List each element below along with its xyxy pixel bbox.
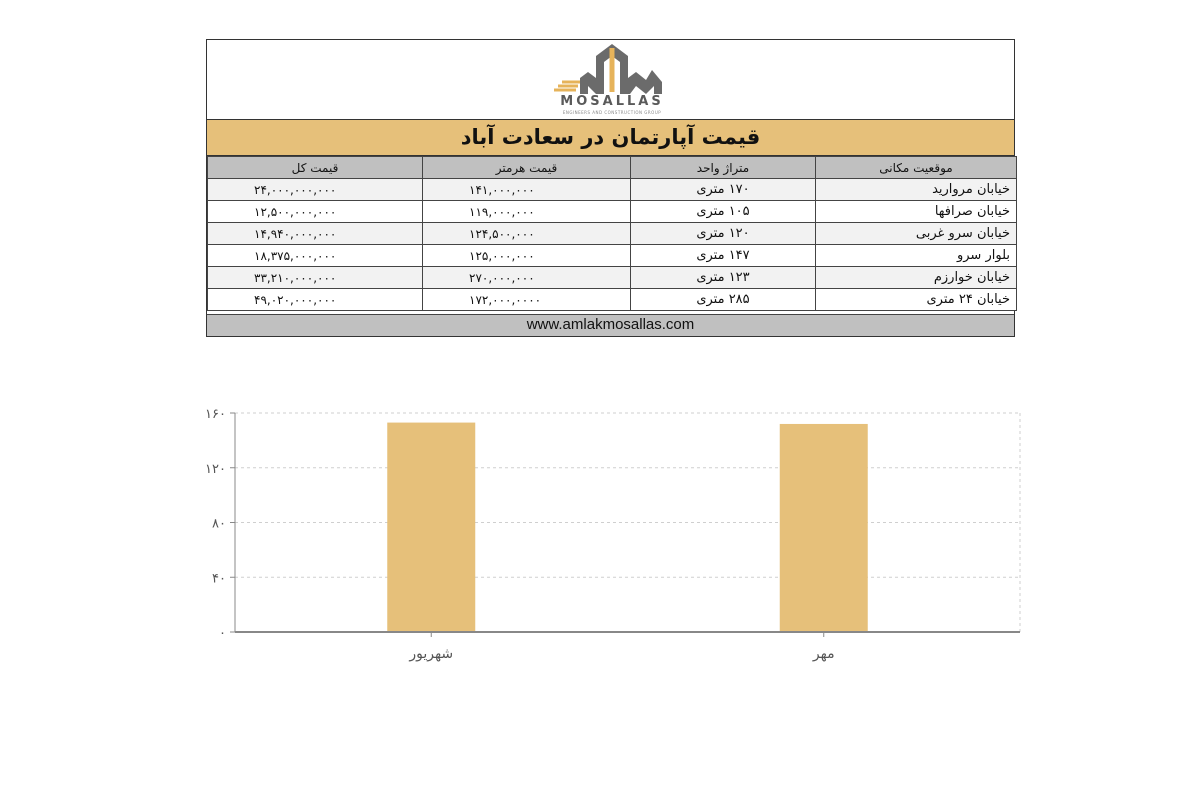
mosallas-logo-icon [550,42,674,96]
cell-price-per-meter: ۱۷۲,۰۰۰,۰۰۰۰ [423,289,631,311]
cell-area: ۱۰۵ متری [631,201,816,223]
y-tick-label: ۴۰ [212,571,226,587]
cell-area: ۱۲۳ متری [631,267,816,289]
table-row [208,201,1017,223]
bar-0 [387,423,475,632]
cell-location: خیابان سرو غربی [816,223,1017,245]
y-tick-label: ۸۰ [212,516,226,532]
price-table-sheet [206,39,1015,337]
chart-grid [235,413,1020,632]
chart-x-ticks [408,646,834,662]
cell-location: خیابان صرافها [816,201,1017,223]
table-header-row [208,157,1017,179]
table-row [208,179,1017,201]
table-row [208,289,1017,311]
header-price-per-meter: قیمت هرمتر [423,157,631,179]
cell-location: خیابان ۲۴ متری [816,289,1017,311]
logo-wordmark: MOSALLAS [560,94,664,109]
table-title: قیمت آپارتمان در سعادت آباد [207,119,1014,156]
cell-price-per-meter: ۲۷۰,۰۰۰,۰۰۰ [423,267,631,289]
x-tick-label: شهریور [409,646,454,662]
header-location: موقعیت مکانی [816,157,1017,179]
cell-total-price: ۱۴,۹۴۰,۰۰۰,۰۰۰ [208,223,423,245]
cell-location: خیابان مروارید [816,179,1017,201]
logo-tagline: ENGINEERS AND CONSTRUCTION GROUP [562,110,662,115]
chart-y-ticks [205,407,226,641]
cell-total-price: ۴۹,۰۲۰,۰۰۰,۰۰۰ [208,289,423,311]
logo-area [207,40,1014,119]
cell-price-per-meter: ۱۴۱,۰۰۰,۰۰۰ [423,179,631,201]
header-total-price: قیمت کل [208,157,423,179]
cell-location: بلوار سرو [816,245,1017,267]
cell-price-per-meter: ۱۲۵,۰۰۰,۰۰۰ [423,245,631,267]
cell-total-price: ۱۲,۵۰۰,۰۰۰,۰۰۰ [208,201,423,223]
cell-area: ۱۴۷ متری [631,245,816,267]
cell-price-per-meter: ۱۱۹,۰۰۰,۰۰۰ [423,201,631,223]
website-footer[interactable]: www.amlakmosallas.com [207,314,1014,336]
y-tick-label: ۱۶۰ [205,407,226,422]
cell-total-price: ۳۳,۲۱۰,۰۰۰,۰۰۰ [208,267,423,289]
price-bar-chart [180,395,1040,685]
header-area: متراژ واحد [631,157,816,179]
table-row [208,245,1017,267]
table-row [208,267,1017,289]
cell-price-per-meter: ۱۲۴,۵۰۰,۰۰۰ [423,223,631,245]
cell-total-price: ۲۴,۰۰۰,۰۰۰,۰۰۰ [208,179,423,201]
cell-area: ۱۷۰ متری [631,179,816,201]
chart-bars [387,423,868,632]
cell-location: خیابان خوارزم [816,267,1017,289]
bar-1 [780,424,868,632]
table-row [208,223,1017,245]
y-tick-label: ۰ [219,626,226,641]
chart-axes [230,413,1020,637]
cell-area: ۲۸۵ متری [631,289,816,311]
cell-total-price: ۱۸,۳۷۵,۰۰۰,۰۰۰ [208,245,423,267]
y-tick-label: ۱۲۰ [205,461,226,477]
price-table [207,156,1017,311]
cell-area: ۱۲۰ متری [631,223,816,245]
x-tick-label: مهر [812,646,835,662]
